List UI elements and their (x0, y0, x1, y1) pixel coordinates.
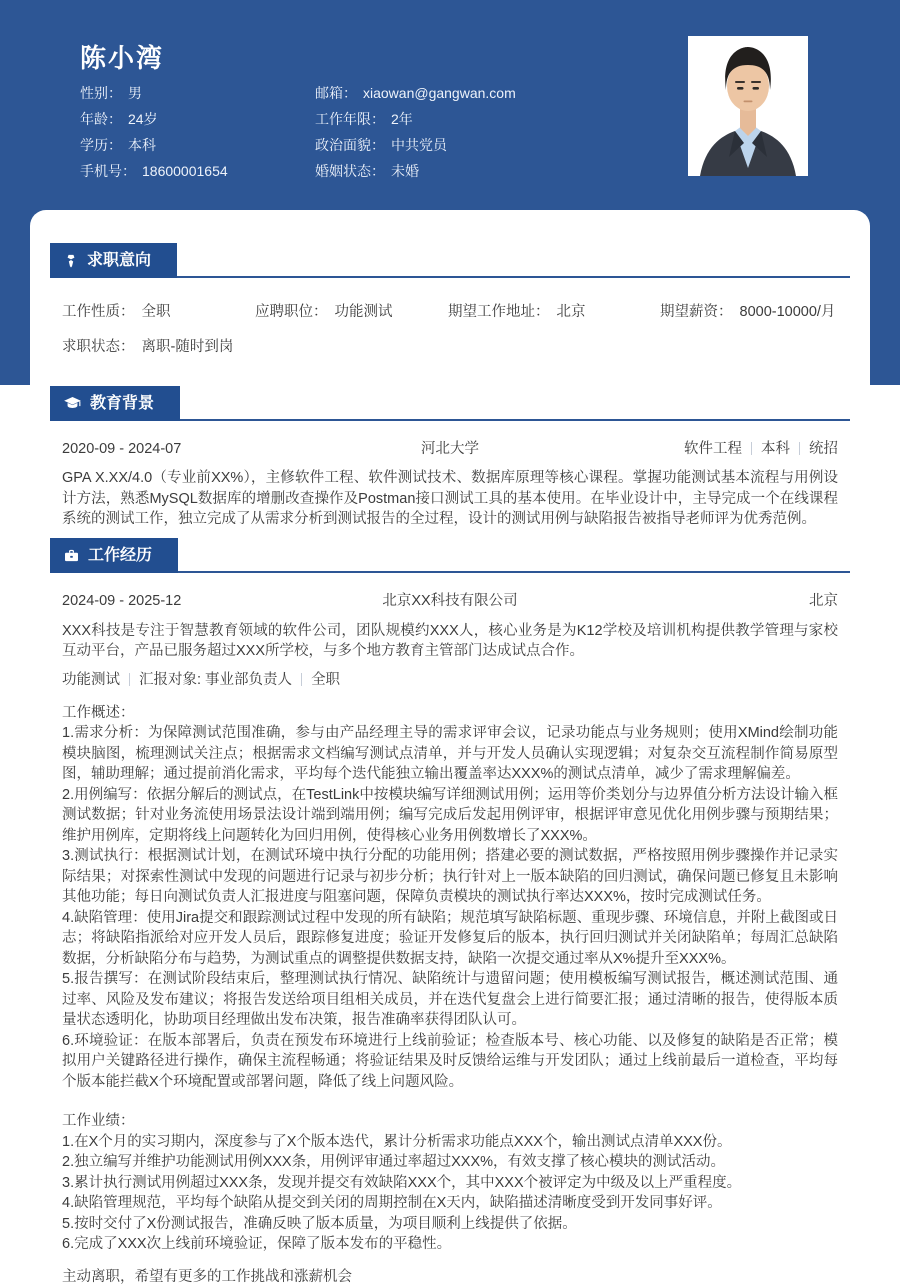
work-report-to: 汇报对象: 事业部负责人 (139, 670, 292, 690)
section-title: 教育背景 (90, 394, 154, 413)
work-achievement-item: 3.累计执行测试用例超过XXX条，发现并提交有效缺陷XXX个，其中XXX个被评定为中级及以上严重程度。 (62, 1173, 838, 1194)
separator (799, 442, 800, 455)
section-title: 工作经历 (88, 546, 152, 565)
work-meta-row (62, 670, 838, 690)
work-achievement-item: 6.完成了XXX次上线前环境验证，保障了版本发布的平稳性。 (62, 1234, 838, 1255)
education-school: 河北大学 (421, 439, 479, 459)
section-job-intention (50, 243, 850, 357)
info-row-marital-status (315, 162, 516, 188)
profile-photo-illustration (688, 36, 808, 176)
section-education (50, 386, 850, 530)
info-label: 性别： (80, 84, 122, 102)
tie-icon (64, 254, 78, 268)
work-achievement-item: 1.在X个月的实习期内，深度参与了X个版本迭代，累计分析需求功能点XXX个，输出测试点清单XXX份。 (62, 1132, 838, 1153)
info-row-gender (80, 84, 315, 110)
intention-row-1 (62, 302, 838, 322)
candidate-name: 陈小湾 (80, 38, 164, 75)
work-overview-title: 工作概述： (62, 703, 838, 724)
section-body (50, 591, 850, 1287)
section-header (50, 243, 850, 278)
work-period: 2024-09 - 2025-12 (62, 591, 181, 611)
info-row-political-status (315, 136, 516, 162)
education-description: GPA X.XX/4.0（专业前XX%），主修软件工程、软件测试技术、数据库原理等核心课程。掌握功能测试基本流程与用例设计方法，熟悉MySQL数据库的增删改查操作及Postman接口测试工具的基本使用。在毕业设计中，主导完成一个在线课程系统的测试工作，独立完成了从需求分析到测试报告的全过程，设计的测试用例与缺陷报告被指导老师评为优秀范例。 (62, 468, 838, 530)
field-label: 应聘职位： (255, 302, 328, 322)
leave-reason: 主动离职，希望有更多的工作挑战和涨薪机会 (62, 1267, 838, 1287)
section-title: 求职意向 (87, 251, 151, 270)
field-value: 8000-10000/月 (740, 302, 836, 322)
education-period: 2020-09 - 2024-07 (62, 439, 181, 459)
field-value: 北京 (557, 302, 586, 322)
education-entry-row (62, 439, 838, 459)
education-degree: 本科 (761, 441, 790, 457)
field-label: 期望工作地址： (448, 302, 550, 322)
work-overview-item: 5.报告撰写：在测试阶段结束后，整理测试执行情况、缺陷统计与遗留问题；使用模板编写测试报告，概述测试范围、通过率、风险及发布建议；将报告发送给项目组相关成员，并在迭代复盘会上进行简要汇报；通过清晰的报告，使得版本质量状态透明化，协助项目经理做出发布决策，报告准确率获得团队认可。 (62, 969, 838, 1031)
info-value: 中共党员 (391, 136, 447, 154)
work-achievement-item: 5.按时交付了X份测试报告，准确反映了版本质量，为项目顺利上线提供了依据。 (62, 1214, 838, 1235)
info-label: 学历： (80, 136, 122, 154)
profile-photo (688, 36, 808, 176)
education-admission-type: 统招 (809, 441, 838, 457)
field-value: 全职 (142, 302, 171, 322)
section-header (50, 386, 850, 421)
info-label: 邮箱： (315, 84, 357, 102)
separator (751, 442, 752, 455)
work-entry-row (62, 591, 838, 611)
info-row-work-years (315, 110, 516, 136)
section-body (50, 439, 850, 530)
field-target-location (448, 302, 660, 322)
info-row-education (80, 136, 315, 162)
info-value: xiaowan@gangwan.com (363, 84, 516, 102)
info-value: 男 (128, 84, 142, 102)
work-company: 北京XX科技有限公司 (382, 591, 517, 611)
info-value: 2年 (391, 110, 413, 128)
company-intro: XXX科技是专注于智慧教育领域的软件公司，团队规模约XXX人，核心业务是为K12学校及培训机构提供教学管理与家校互动平台，产品已服务超过XXX所学校，与多个地方教育主管部门达成试点合作。 (62, 621, 838, 662)
work-achievement-title: 工作业绩： (62, 1111, 838, 1132)
field-value: 功能测试 (335, 302, 393, 322)
field-job-status (62, 337, 233, 357)
work-overview-item: 1.需求分析：为保障测试范围准确，参与由产品经理主导的需求评审会议，记录功能点与业务规则；使用XMind绘制功能模块脑图，梳理测试关注点；根据需求文档编写测试点清单，并与开发人员确认实现逻辑；对复杂交互流程制作简易原型图，辅助理解；通过提前消化需求，平均每个迭代能独立输出覆盖率达XXX%的测试点清单，减少了需求理解偏差。 (62, 723, 838, 785)
personal-info-grid (80, 84, 516, 188)
work-overview-item: 2.用例编写：依据分解后的测试点，在TestLink中按模块编写详细测试用例；运用等价类划分与边界值分析方法设计输入框测试数据；针对业务流使用场景法设计端到端用例；编写完成后发起用例评审，根据评审意见优化用例步骤与预期结果；维护用例库，定期将线上问题转化为回归用例，使得核心业务用例数增长了XXX%。 (62, 785, 838, 847)
graduation-cap-icon (64, 397, 81, 410)
field-label: 工作性质： (62, 302, 135, 322)
section-badge (50, 386, 180, 421)
info-column-right (315, 84, 516, 188)
info-value: 未婚 (391, 162, 419, 180)
info-row-email (315, 84, 516, 110)
separator (301, 673, 302, 686)
resume-card (30, 210, 870, 1275)
field-label: 求职状态： (62, 337, 135, 357)
field-value: 离职-随时到岗 (142, 337, 234, 357)
info-value: 本科 (128, 136, 156, 154)
info-label: 婚姻状态： (315, 162, 385, 180)
work-achievement-item: 2.独立编写并维护功能测试用例XXX条，用例评审通过率超过XXX%，有效支撑了核心模块的测试活动。 (62, 1152, 838, 1173)
briefcase-icon (64, 549, 79, 562)
education-degree-group (684, 439, 838, 459)
separator (129, 673, 130, 686)
info-row-phone (80, 162, 315, 188)
field-expected-salary (660, 302, 835, 322)
work-position: 功能测试 (62, 670, 120, 690)
field-label: 期望薪资： (660, 302, 733, 322)
education-major: 软件工程 (684, 441, 742, 457)
section-work-experience (50, 538, 850, 1287)
info-column-left (80, 84, 315, 188)
work-overview-item: 6.环境验证：在版本部署后，负责在预发布环境进行上线前验证；检查版本号、核心功能、以及修复的缺陷是否正常；模拟用户关键路径进行操作，确保主流程畅通；将验证结果及时反馈给运维与开发团队；通过上线前最后一道检查，平均每个版本能拦截X个环境配置或部署问题，降低了线上问题风险。 (62, 1031, 838, 1093)
info-label: 政治面貌： (315, 136, 385, 154)
work-overview-item: 3.测试执行：根据测试计划，在测试环境中执行分配的功能用例；搭建必要的测试数据，严格按照用例步骤操作并记录实际结果；对探索性测试中发现的问题进行记录与初步分析；执行针对上一版本缺陷的回归测试，确保问题已修复且未影响其他功能；每日向测试负责人汇报进度与阻塞问题，保障负责模块的测试执行率达XXX%，按时完成测试任务。 (62, 846, 838, 908)
field-target-position (255, 302, 448, 322)
info-label: 工作年限： (315, 110, 385, 128)
section-badge (50, 538, 178, 573)
work-location: 北京 (809, 591, 838, 611)
work-job-type: 全职 (311, 670, 340, 690)
info-value: 18600001654 (142, 162, 228, 180)
info-value: 24岁 (128, 110, 158, 128)
section-badge (50, 243, 177, 278)
info-label: 年龄： (80, 110, 122, 128)
work-achievement-item: 4.缺陷管理规范，平均每个缺陷从提交到关闭的周期控制在X天内，缺陷描述清晰度受到开发同事好评。 (62, 1193, 838, 1214)
intention-row-2 (62, 337, 838, 357)
section-body (50, 302, 850, 357)
info-row-age (80, 110, 315, 136)
section-header (50, 538, 850, 573)
work-overview-item: 4.缺陷管理：使用Jira提交和跟踪测试过程中发现的所有缺陷；规范填写缺陷标题、重现步骤、环境信息，并附上截图或日志；将缺陷指派给对应开发人员后，跟踪修复进度；验证开发修复后的版本，执行回归测试并关闭缺陷单；每周汇总缺陷数据，分析缺陷分布与趋势，为测试重点的调整提供数据支持，缺陷一次提交通过率从X%提升至XXX%。 (62, 908, 838, 970)
field-job-nature (62, 302, 255, 322)
info-label: 手机号： (80, 162, 136, 180)
